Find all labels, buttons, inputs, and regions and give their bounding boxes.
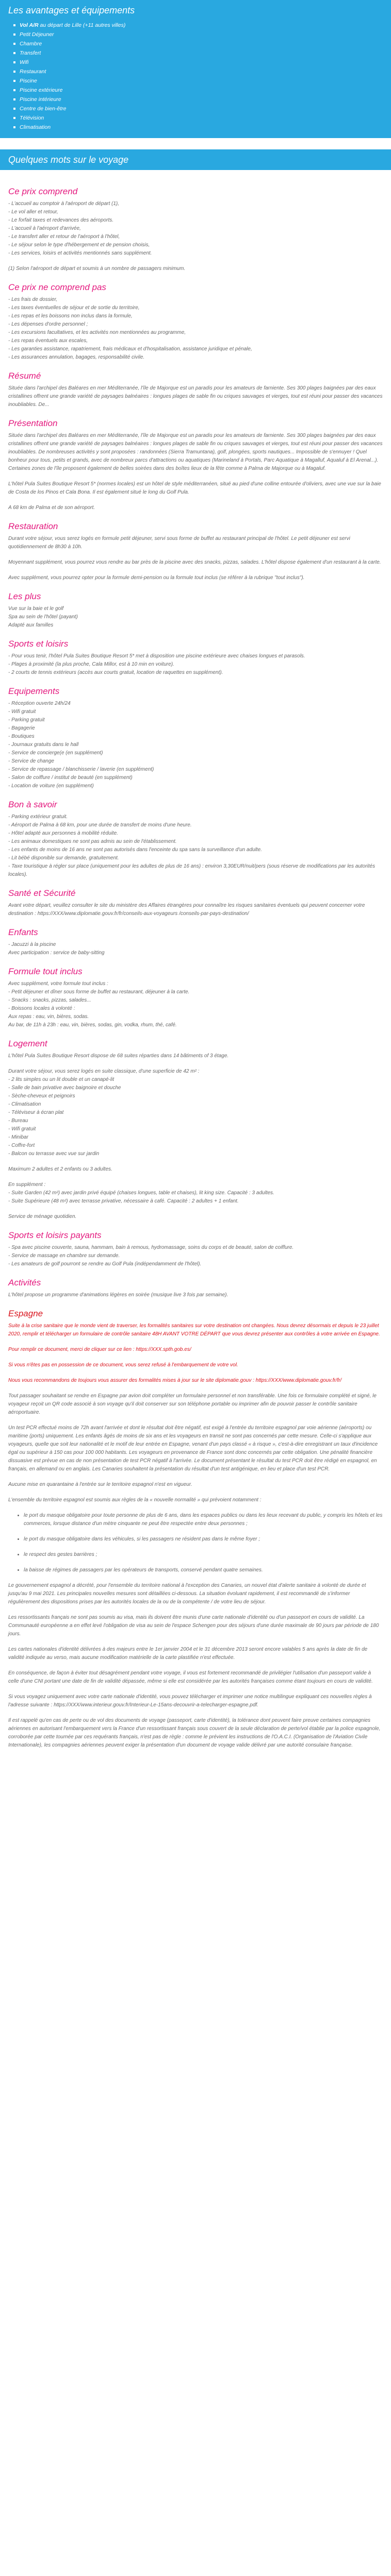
text-line: Adapté aux familles (8, 622, 54, 628)
avantage-item (20, 58, 383, 67)
activites-title: Activités (8, 1278, 41, 1287)
text-line: - Suite Garden (42 m²) avec jardin privé équipé (chaises longues, table et chaises), lit king size. Capacité : 3 adultes. (8, 1190, 274, 1196)
avantage-item-bold: Vol A/R (20, 22, 39, 28)
espagne-red1: Suite à la crise sanitaire que le monde vient de traverser, les formalités sanitaires sur votre destination ont changées. Nous devrez désormais et depuis le 23 juillet 2020, remplir et télécharger un formulaire de contrôle sanitaire 48H AVANT VOTRE DÉPART que vous devrez présenter aux contrôles à votre arrivée en Espagne. (8, 1323, 380, 1337)
text-line: - Plages à proximité (la plus proche, Cala Millor, est à 10 min en voiture). (8, 662, 174, 667)
text-line: - Taxe touristique à régler sur place (uniquement pour les adultes de plus de 16 ans) : environ 3,30EUR/nuit/pers (sous réserve de modifications par les autorités locales). (8, 863, 376, 877)
text-line: - Jacuzzi à la piscine (8, 942, 56, 947)
espagne-title: Espagne (8, 1309, 43, 1318)
text-line: - Coffre-fort (8, 1143, 35, 1148)
text-line: - Les services, loisirs et activités mentionnés sans supplément. (8, 250, 152, 256)
tout-inclus-lines (8, 980, 383, 1029)
restauration-p2: Moyennant supplément, vous pourrez vous rendre au bar près de la piscine avec des snacks, pizzas, salades. L'hôtel dispose également d'un restaurant à la carte. (8, 560, 381, 565)
text-line: - Pour vous tenir, l'hôtel Pula Suites Boutique Resort 5* met à disposition une piscine extérieure avec chaises longues et parasols. (8, 653, 305, 659)
quelques-mots-header: Quelques mots sur le voyage (0, 149, 391, 170)
text-line: - Salle de bain privative avec baignoire et douche (8, 1085, 121, 1091)
text-line: - Les excursions facultatives, et les activités non mentionnées au programme, (8, 330, 186, 335)
text-line: - Sèche-cheveux et peignoirs (8, 1093, 75, 1099)
text-line: - Les taxes éventuelles de séjour et de sortie du territoire, (8, 305, 140, 311)
text-line: - Suite Supérieure (48 m²) avec terrasse privative, nécessaire à café. Capacité : 2 adultes + 1 enfant. (8, 1198, 239, 1204)
text-line: Avec supplément, votre formule tout inclus : (8, 981, 108, 987)
logement-p1: L'hôtel Pula Suites Boutique Resort dispose de 68 suites réparties dans 14 bâtiments of 3 étage. (8, 1053, 229, 1059)
text-line: Spa au sein de l'hôtel (payant) (8, 614, 78, 620)
text-line: - Les repas éventuels aux escales, (8, 338, 88, 344)
logement-p2-lines (8, 1067, 383, 1158)
avantage-item (20, 113, 383, 123)
sports-loisirs-lines (8, 652, 383, 677)
les-plus-lines (8, 605, 383, 630)
ne-comprend-pas-lines (8, 296, 383, 362)
avantage-item-text: au départ de Lille (+11 autres villes) (38, 22, 126, 28)
sports-payants-lines (8, 1244, 383, 1268)
enfants-title: Enfants (8, 927, 38, 937)
text-line: Aux repas : eau, vin, bières, sodas. (8, 1014, 89, 1020)
espagne-p6: Les ressortissants français ne sont pas soumis au visa, mais ils doivent être munis d'une carte nationale d'identité ou d'un passeport en cours de validité. La Communauté européenne a en effet levé l'obligation de visa au sein de l'espace Schengen pour des séjours d'une durée maximale de 90 jours par période de 180 jours. (8, 1615, 379, 1637)
text-line: - Location de voiture (en supplément) (8, 783, 94, 789)
presentation-p2: L'hôtel Pula Suites Boutique Resort 5* (normes locales) est un hôtel de style méditerranéen, situé au pied d'une colline entourée d'oliviers, avec une vue sur la baie de Costa de los Pinos et Cala Bona. Il est également situé le long du Golf Pula. (8, 481, 381, 495)
espagne-p7: Les cartes nationales d'identité délivrées à des majeurs entre le 1er janvier 2004 et le 31 décembre 2013 seront encore valables 5 ans après la date de fin de validité indiquée au verso, mais aucune modification matérielle de la carte plastifiée n'est effectuée. (8, 1647, 368, 1660)
text-line: - Aéroport de Palma à 68 km, pour une durée de transfert de moins d'une heure. (8, 822, 192, 828)
espagne-p5: Le gouvernement espagnol a décrété, pour l'ensemble du territoire national à l'exception des Canaries, un nouvel état d'alerte sanitaire à volonté de durée et jusqu'au 9 mai 2021. Les principales nouvelles mesures sont détaillées ci-dessous. La situation évoluant rapidement, il est recommandé de s'informer régulièrement des dispositions prises par les autorités locales de la ou de la compétente / de votre lieu de séjour. (8, 1583, 366, 1605)
text-line: - Minibar (8, 1134, 28, 1140)
equipements-lines (8, 700, 383, 790)
text-line: - Le forfait taxes et redevances des aéroports. (8, 217, 113, 223)
enfants-lines (8, 941, 383, 957)
espagne-red2[interactable]: Pour remplir ce document, merci de cliquer sur ce lien : https://XXX.spth.gob.es/ (8, 1347, 191, 1352)
espagne-p1: Tout passager souhaitant se rendre en Espagne par avion doit compléter un formulaire personnel et non transférable. Une fois ce formulaire complété et signé, le voyageur reçoit un QR code associé à son voyage qu'il doit conserver sur son téléphone portable ou imprimer afin de pouvoir passer le contrôle sanitaire aéroportuaire. (8, 1393, 377, 1415)
text-line: Avec participation : service de baby-sitting (8, 950, 105, 956)
presentation-p1: Située dans l'archipel des Baléares en mer Méditerranée, l'île de Majorque est un paradis pour les amateurs de farniente. Ses 300 plages baignées par des eaux cristallines offrent une grande variété de paysages balnéaires : longues plages de sable fin ou criques sauvages et vierges, tout est réuni pour passer des vacances inoubliables. De nombreuses activités y sont proposées : randonnées (Sierra Tramuntana), golf, plongées, sports nautiques... Impossible de s'ennuyer ! Quel bonheur pour tous, petits et grands, avec de nombreux parcs d'attractions ou aquatiques (Marineland à Portals, Parc Aquatique à Magalluf, Aqualuf à El Arenal...). Certaines zones de l'île proposent également de belles soirées dans des boîtes lieux de la fête comme à Palma de Majorque ou à Magaluf. (8, 433, 383, 471)
sante-text: Avant votre départ, veuillez consulter le site du ministère des Affaires étrangères pour connaître les risques sanitaires éventuels qui peuvent concerner votre destination : https://XXX/www.diplomatie.gouv.fr/fr/conseils-aux-voyageurs /conseils-par-pays-destination/ (8, 903, 365, 917)
ce-prix-comprend-note: (1) Selon l'aéroport de départ et soumis à un nombre de passagers minimum. (8, 266, 186, 272)
text-line: - Snacks : snacks, pizzas, salades... (8, 997, 91, 1003)
bon-savoir-title: Bon à savoir (8, 800, 57, 809)
avantages-header: Les avantages et équipements (0, 0, 391, 21)
avantage-item (20, 104, 383, 113)
presentation-p3: A 68 km de Palma et de son aéroport. (8, 505, 95, 511)
avantage-item (20, 30, 383, 39)
avantage-item-text: Transfert (20, 50, 41, 56)
text-line: - Réception ouverte 24h/24 (8, 701, 71, 706)
logement-p4-lines (8, 1181, 383, 1206)
sports-payants-title: Sports et loisirs payants (8, 1230, 102, 1240)
avantage-item-text: Climatisation (20, 124, 51, 130)
avantage-item (20, 48, 383, 58)
text-line: - Spa avec piscine couverte, sauna, hammam, bain à remous, hydromassage, soins du corps et de beauté, salon de coiffure. (8, 1245, 294, 1250)
avantages-box (0, 21, 391, 138)
text-line: - Les amateurs de golf pourront se rendre au Golf Pula (indépendamment de l'hôtel). (8, 1261, 202, 1267)
text-line: - Boissons locales à volonté : (8, 1006, 75, 1011)
restauration-p3: Avec supplément, vous pourrez opter pour la formule demi-pension ou la formule tout inclus (se référer à la rubrique "tout inclus"). (8, 575, 305, 581)
text-line: - L'accueil à l'aéroport d'arrivée, (8, 226, 81, 231)
espagne-bullet-item: • le port du masque obligatoire dans les véhicules, si les passagers ne résident pas dans le même foyer ; (24, 1535, 383, 1544)
text-line: - Bureau (8, 1118, 28, 1124)
text-line: - Service de change (8, 758, 54, 764)
les-plus-title: Les plus (8, 591, 41, 601)
text-line: - Parking gratuit (8, 717, 45, 723)
espagne-p4: L'ensemble du territoire espagnol est soumis aux règles de la « nouvelle normalité » qui prévoient notamment : (8, 1497, 262, 1503)
espagne-p3: Aucune mise en quarantaine à l'entrée sur le territoire espagnol n'est en vigueur. (8, 1482, 192, 1487)
sports-loisirs-title: Sports et loisirs (8, 639, 69, 649)
avantage-item-text: Télévision (20, 115, 44, 121)
espagne-p9: Si vous voyagez uniquement avec votre carte nationale d'identité, vous pouvez télécharger et imprimer une notice multilingue expliquant ces nouvelles règles à l'adresse suivante : https://XXX/www.interieur.gouv.fr/Interieur-Le-15ans-decouvrir-a-telecharger-espagne.pdf. (8, 1694, 372, 1708)
text-line: - Les assurances annulation, bagages, responsabilité civile. (8, 354, 145, 360)
avantage-item (20, 86, 383, 95)
espagne-red4[interactable]: Nous vous recommandons de toujours vous assurer des formalités mises à jour sur le site diplomatie.gouv : https://XXX/www.diplomatie.gouv.fr/fr/ (8, 1378, 342, 1383)
avantage-item (20, 67, 383, 76)
restauration-p1: Durant votre séjour, vous serez logés en formule petit déjeuner, servi sous forme de buffet au restaurant principal de l'hôtel. Le petit déjeuner est servi quotidiennement de 8h30 à 10h. (8, 536, 350, 550)
text-line: - Petit déjeuner et dîner sous forme de buffet au restaurant, déjeuner à la carte. (8, 989, 190, 995)
text-line: - Boutiques (8, 734, 35, 739)
text-line: - Wifi gratuit (8, 709, 36, 715)
logement-p3: Maximum 2 adultes et 2 enfants ou 3 adultes. (8, 1166, 112, 1172)
text-line: - L'accueil au comptoir à l'aéroport de départ (1), (8, 201, 120, 207)
text-line: - Les enfants de moins de 16 ans ne sont pas autorisés dans l'enceinte du spa sans la surveillance d'un adulte. (8, 847, 262, 853)
text-line: Au bar, de 11h à 23h : eau, vin, bières, sodas, gin, vodka, rhum, thé, café. (8, 1022, 177, 1028)
espagne-p8: En conséquence, de façon à éviter tout désagrément pendant votre voyage, il vous est fortement recommandé de privilégier l'utilisation d'un passeport valide à celle d'une CNI portant une date de fin de validité dépassée, même si elle est considérée par les autorités françaises comme étant toujours en cours de validité. (8, 1670, 373, 1684)
text-line: - Les frais de dossier, (8, 297, 58, 302)
avantages-list (8, 21, 383, 132)
ce-prix-comprend-lines (8, 200, 383, 258)
equipements-title: Equipements (8, 686, 60, 696)
activites-text: L'hôtel propose un programme d'animations légères en soirée (musique live 3 fois par semaine). (8, 1292, 229, 1298)
text-line: - Les repas et les boissons non inclus dans la formule, (8, 313, 133, 319)
text-line: - Service de massage en chambre sur demande. (8, 1253, 120, 1259)
text-line: - Bagagerie (8, 725, 35, 731)
avantage-item (20, 123, 383, 132)
resume-title: Résumé (8, 371, 41, 381)
espagne-bullet-item: • le respect des gestes barrières ; (24, 1551, 383, 1559)
logement-title: Logement (8, 1039, 47, 1048)
avantage-item (20, 95, 383, 104)
text-line: - Service de concierge(e (en supplément) (8, 750, 103, 756)
avantage-item-text: Petit Déjeuner (20, 31, 54, 38)
avantage-item-text: Chambre (20, 41, 42, 47)
text-line: - Salon de coiffure / institut de beauté (en supplément) (8, 775, 133, 781)
main-content (0, 170, 391, 1777)
text-line: En supplément : (8, 1182, 46, 1188)
bon-savoir-lines (8, 813, 383, 879)
text-line: - Parking extérieur gratuit. (8, 814, 68, 820)
espagne-bullet-item: • le port du masque obligatoire pour toute personne de plus de 6 ans, dans les espaces publics ou dans les lieux recevant du public, y compris les hôtels et les commerces, lorsque distance d'un mètre cinquante ne peut être respectée entre deux personnes ; (24, 1512, 383, 1528)
restauration-title: Restauration (8, 521, 58, 531)
text-line: - Lit bébé disponible sur demande, gratuitement. (8, 855, 119, 861)
espagne-bullets (8, 1512, 383, 1574)
text-line: - Wifi gratuit (8, 1126, 36, 1132)
text-line: - Journaux gratuits dans le hall (8, 742, 79, 748)
logement-p5: Service de ménage quotidien. (8, 1214, 77, 1219)
sante-title: Santé et Sécurité (8, 888, 76, 898)
avantage-item (20, 21, 383, 30)
avantage-item-text: Piscine (20, 78, 37, 84)
espagne-bullet-item: • la baisse de régimes de passagers par les opérateurs de transports, conservé pendant quatre semaines. (24, 1566, 383, 1574)
text-line: - Les dépenses d'ordre personnel ; (8, 321, 88, 327)
avantage-item-text: Centre de bien-être (20, 106, 67, 112)
tout-inclus-title: Formule tout inclus (8, 967, 83, 976)
avantage-item-text: Restaurant (20, 69, 46, 75)
text-line: Vue sur la baie et le golf (8, 606, 64, 612)
espagne-p10: Il est rappelé qu'en cas de perte ou de vol des documents de voyage (passeport, carte d'identité), la tolérance dont peuvent faire preuve certaines compagnies aériennes en autorisant l'embarquement vers la France d'un ressortissant français sous couvert de la seule déclaration de perte/vol établie par la police espagnole, corroborée par cette tournée par ces requérants français, n'est pas de règle : comme le prévient les instructions de l'O.A.C.I. (Organisation de l'Aviation Civile Internationale), les compagnies aériennes peuvent exiger la présentation d'un document de voyage valide délivré par une autorité consulaire française. (8, 1718, 381, 1748)
text-line: - Le vol aller et retour, (8, 209, 58, 215)
avantage-item-text: Piscine intérieure (20, 96, 61, 103)
text-line: - Service de repassage / blanchisserie / laverie (en supplément) (8, 767, 154, 772)
ne-comprend-pas-title: Ce prix ne comprend pas (8, 282, 106, 292)
avantage-item (20, 76, 383, 86)
avantage-item-text: Wifi (20, 59, 29, 65)
resume-text: Située dans l'archipel des Baléares en mer Méditerranée, l'île de Majorque est un paradis pour les amateurs de farniente. Ses 300 plages baignées par des eaux cristallines offrent une grande variété de paysages balnéaires : longues plages de sable fin ou criques sauvages et vierges, tout est réuni pour passer des vacances inoubliables. De... (8, 385, 383, 408)
espagne-red3: Si vous n'êtes pas en possession de ce document, vous serez refusé à l'embarquement de votre vol. (8, 1362, 238, 1368)
avantage-item (20, 39, 383, 48)
espagne-p2: Un test PCR effectué moins de 72h avant l'arrivée et dont le résultat doit être négatif, est exigé à l'entrée du territoire espagnol par voie aérienne (aéroports) ou maritime (ports) uniquement. Les enfants âgés de moins de six ans et les voyageurs en transit ne sont pas concernés par cette mesure. Celle-ci s'applique aux voyageurs, quelle que soit leur nationalité et le motif de leur entrée en Espagne, venant d'un pays classé « à risque », c'est-à-dire enregistrant un taux d'incidence égal ou supérieur à 150 cas pour 100 000 habitants. Les voyageurs en provenance de France sont donc concernés par cette obligation. Une pénalité financière dissuasive est prévue en cas de non présentation de test PCR négatif à l'arrivée. Le document présentant le résultat du test PCR doit être rédigé en espagnol, en français, en allemand ou en anglais. Les Canaries souhaitent la présentation du résultat d'un test antigénique, en lieu et place d'un test PCR. (8, 1425, 378, 1472)
avantage-item-text: Piscine extérieure (20, 87, 63, 93)
text-line: Durant votre séjour, vous serez logés en suite classique, d'une superficie de 42 m² : (8, 1069, 200, 1074)
text-line: - Le séjour selon le type d'hébergement et de pension choisis, (8, 242, 150, 248)
text-line: - Les animaux domestiques ne sont pas admis au sein de l'établissement. (8, 839, 177, 844)
ce-prix-comprend-title: Ce prix comprend (8, 187, 78, 196)
text-line: - Les garanties assistance, rapatriement, frais médicaux et d'hospitalisation, assistance juridique et pénale, (8, 346, 252, 352)
text-line: - Téléviseur à écran plat (8, 1110, 64, 1115)
text-line: - 2 courts de tennis extérieurs (accès aux courts gratuit, location de raquettes en supplément). (8, 670, 223, 675)
presentation-title: Présentation (8, 418, 58, 428)
text-line: - Climatisation (8, 1101, 41, 1107)
text-line: - Le transfert aller et retour de l'aéroport à l'hôtel, (8, 234, 120, 240)
text-line: - Hôtel adapté aux personnes à mobilité réduite. (8, 831, 118, 836)
text-line: - Balcon ou terrasse avec vue sur jardin (8, 1151, 100, 1157)
text-line: - 2 lits simples ou un lit double et un canapé-lit (8, 1077, 115, 1082)
